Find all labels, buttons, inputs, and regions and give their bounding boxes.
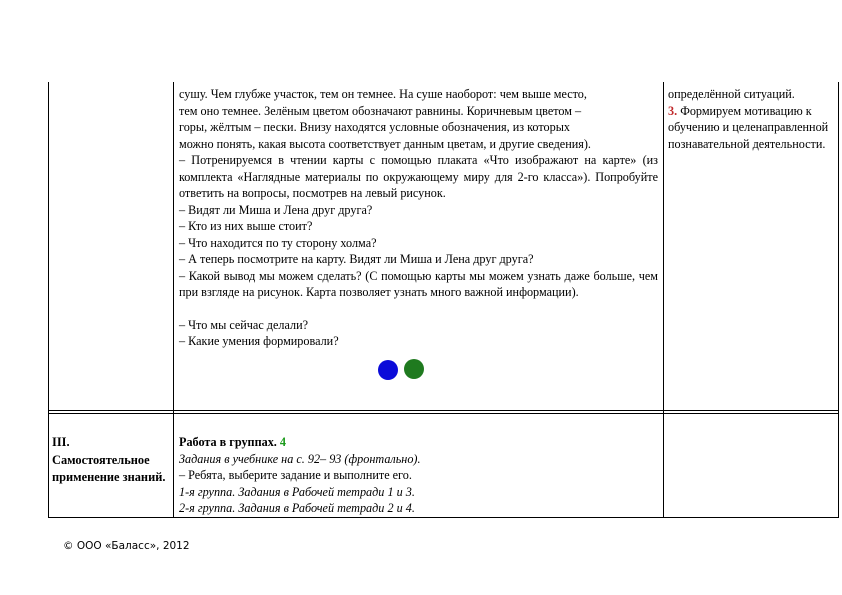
motivation-body: Формируем мотивацию к обучению и целенаправленной познавательной деятельности.: [668, 103, 829, 151]
question: – Кто из них выше стоит?: [179, 219, 313, 233]
text-line: – Ребята, выберите задание и выполните его.: [179, 468, 412, 482]
question: – А теперь посмотрите на карту. Видят ли Миша и Лена друг друга?: [179, 252, 534, 266]
question: – Что находится по ту сторону холма?: [179, 235, 377, 250]
question: – Видят ли Миша и Лена друг друга?: [179, 202, 373, 217]
copyright-footer: © ООО «Баласс», 2012: [63, 540, 190, 552]
step-number: 3.: [668, 103, 678, 118]
task-title-text: Работа в группах.: [179, 435, 277, 449]
text-line: сушу. Чем глубже участок, тем он темнее. На суше наоборот: чем выше место,: [179, 87, 587, 101]
text-line: тем оно темнее. Зелёным цветом обозначают равнины. Коричневым цветом –: [179, 103, 582, 118]
text-line: можно понять, какая высота соответствует данным цветам, и другие сведения).: [179, 136, 591, 151]
stage-label: III. Самостоятельное применение знаний.: [52, 435, 166, 484]
row-separator: [48, 410, 839, 411]
question: – Какие умения формировали?: [179, 334, 339, 348]
task-number: 4: [279, 435, 286, 449]
text-line: 2-я группа. Задания в Рабочей тетради 2 и 4.: [179, 501, 415, 515]
row1-right-cell: [668, 86, 836, 152]
green-circle-icon: [404, 359, 424, 379]
table-divider-2: [663, 82, 664, 518]
blue-circle-icon: [378, 360, 398, 380]
text-paragraph: – Какой вывод мы можем сделать? (С помощью карты мы можем узнать даже больше, чем при взгляде на рисунок. Карта позволяет узнать много важной информации).: [179, 268, 658, 299]
table-left-border: [48, 82, 49, 518]
question: – Что мы сейчас делали?: [179, 317, 309, 332]
row-separator-2: [48, 413, 839, 414]
row1-middle-cell: [179, 86, 658, 350]
stage-label-cell: [52, 434, 170, 487]
table-bottom-border: [48, 517, 839, 518]
text-line: Задания в учебнике на с. 92– 93 (фронтально).: [179, 451, 421, 466]
table-divider-1: [173, 82, 174, 518]
text-line: определённой ситуаций.: [668, 87, 795, 101]
table-right-border: [838, 82, 839, 518]
row2-middle-cell: [179, 434, 658, 517]
motivation-text: [668, 103, 836, 153]
text-line: горы, жёлтым – пески. Внизу находятся условные обозначения, из которых: [179, 120, 570, 134]
task-title: [179, 434, 658, 451]
text-line: 1-я группа. Задания в Рабочей тетради 1 и 3.: [179, 484, 415, 499]
text-paragraph: – Потренируемся в чтении карты с помощью плаката «Что изображают на карте» (из комплекта «Наглядные материалы по окружающему миру для 2-го класса»). Попробуйте ответить на вопросы, посмотрев на левый рисунок.: [179, 153, 658, 200]
